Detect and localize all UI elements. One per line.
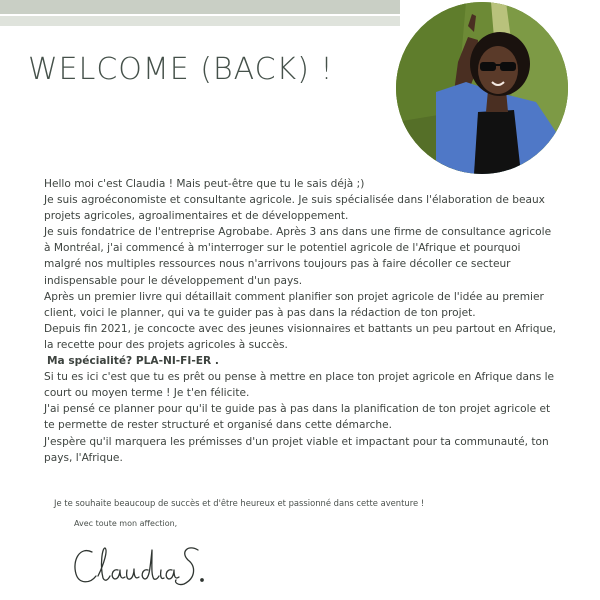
body-paragraph: Depuis fin 2021, je concocte avec des jeunes visionnaires et battants un peu partout en Afrique, la recette pour des projets agricoles à succès. — [44, 322, 557, 351]
closing-salutation: Avec toute mon affection, — [74, 519, 178, 528]
body-paragraph: J'ai pensé ce planner pour qu'il te guide pas à pas dans la planification de ton projet agricole et te permette de rester structuré et organisé dans cette démarche. — [44, 403, 551, 432]
specialty-line: Ma spécialité? PLA-NI-FI-ER . — [47, 355, 219, 368]
profile-photo — [396, 2, 568, 174]
header-band-secondary — [0, 16, 400, 26]
header-band — [0, 0, 400, 14]
body-paragraph: Je suis fondatrice de l'entreprise Agrobabe. Après 3 ans dans une firme de consultance agricole à Montréal, j'ai commencé à m'interroger sur le potentiel agricole de l'Afrique et pourquoi malgré nos multiples ressources nous n'arrivons toujours pas à faire décoller ce secteur indispensable pour le développement d'un pays. — [44, 226, 552, 287]
closing-wish: Je te souhaite beaucoup de succès et d'être heureux et passionné dans cette aventure ! — [54, 498, 425, 508]
body-paragraph: J'espère qu'il marquera les prémisses d'un projet viable et impactant pour ta communauté, ton pays, l'Afrique. — [44, 435, 549, 464]
letter-body — [44, 176, 559, 466]
body-paragraph: Je suis agroéconomiste et consultante agricole. Je suis spécialisée dans l'élaboration de beaux projets agricoles, agroalimentaires et de développement. — [44, 194, 545, 223]
handwritten-signature — [70, 536, 220, 592]
body-paragraph: Hello moi c'est Claudia ! Mais peut-être que tu le sais déjà ;) — [44, 178, 365, 190]
body-paragraph: Après un premier livre qui détaillait comment planifier son projet agricole de l'idée au premier client, voici le planner, qui va te guider pas à pas dans la rédaction de ton projet. — [44, 290, 544, 319]
body-paragraph: Si tu es ici c'est que tu es prêt ou pense à mettre en place ton projet agricole en Afrique dans le court ou moyen terme ! Je t'en félicite. — [44, 371, 555, 400]
page-title: WELCOME (BACK) ! — [28, 52, 334, 87]
